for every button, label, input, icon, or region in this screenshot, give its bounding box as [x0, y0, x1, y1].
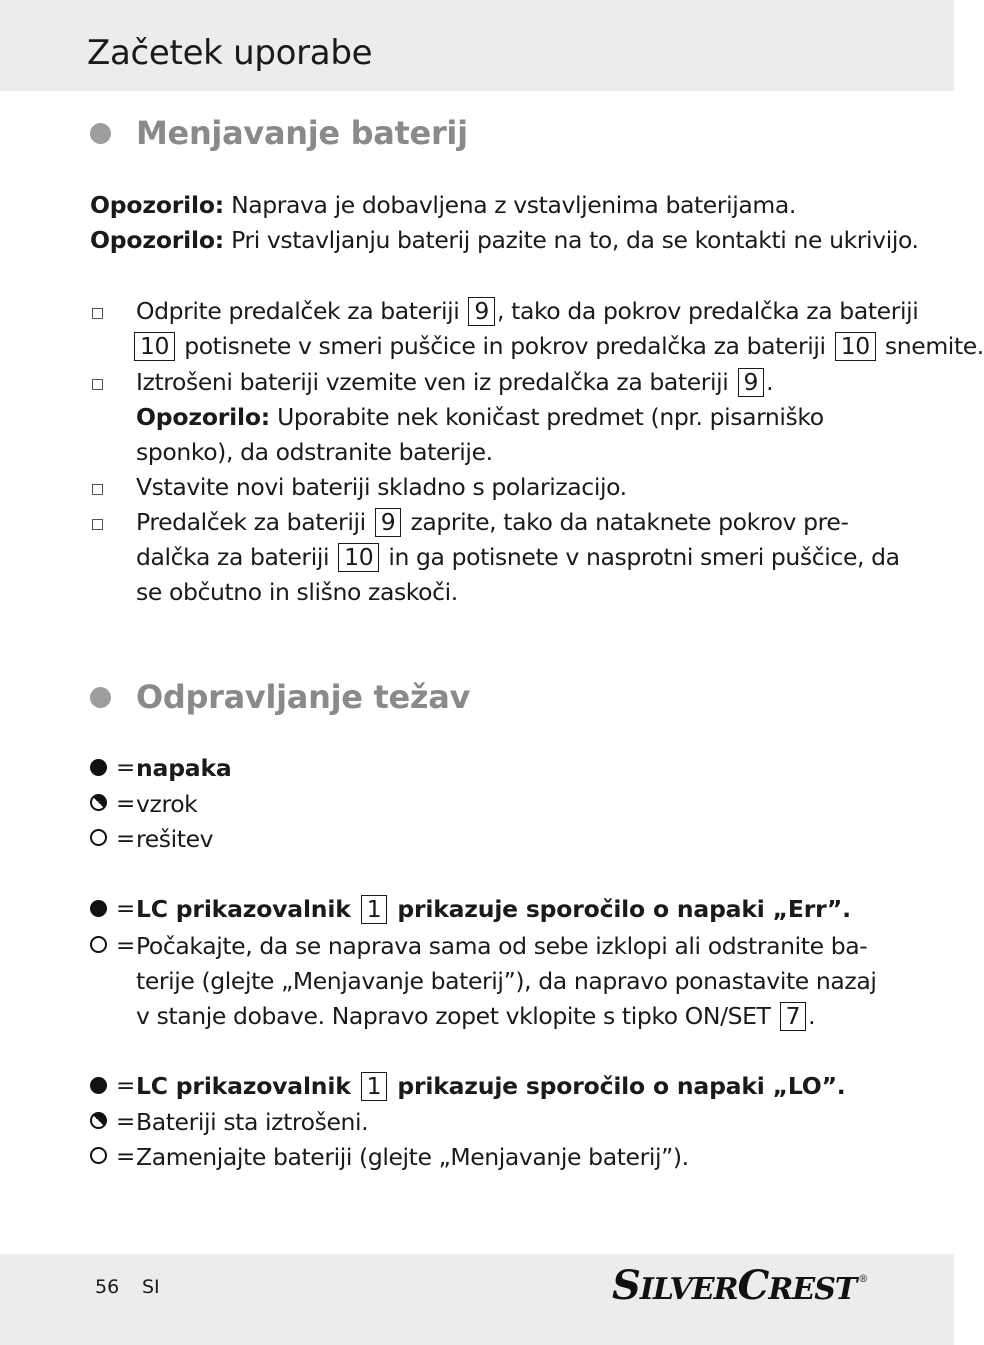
error-text: LC prikazovalnik: [136, 1072, 351, 1100]
part-ref-1: 1: [361, 1072, 388, 1101]
error-text: LC prikazovalnik: [136, 895, 351, 923]
solution-text: .: [808, 1002, 816, 1030]
step-2-line-1: [136, 365, 773, 400]
step-1-line-2: [134, 329, 984, 364]
page-title: Začetek uporabe: [87, 33, 373, 73]
note-text: Naprava je dobavljena z vstavljenima baterijama.: [231, 191, 796, 219]
error-text: prikazuje sporočilo o napaki „Err”.: [397, 895, 851, 923]
legend-cause-label: vzrok: [136, 790, 198, 818]
part-ref-9: 9: [375, 508, 402, 537]
silvercrest-logo: [612, 1262, 868, 1309]
step-checkbox-icon: [92, 519, 103, 530]
equals-sign: =: [116, 933, 136, 959]
part-ref-9: 9: [468, 297, 495, 326]
note-label: Opozorilo:: [90, 226, 225, 254]
note-label: Opozorilo:: [136, 403, 271, 431]
registered-mark: ®: [858, 1274, 868, 1285]
equals-sign: =: [116, 791, 136, 817]
logo-letter: C: [737, 1262, 769, 1309]
note-text: Pri vstavljanju baterij pazite na to, da se kontakti ne ukrivijo.: [231, 226, 919, 254]
note-text: Uporabite nek koničast predmet (npr. pisarniško: [277, 403, 824, 431]
note-1: [90, 188, 796, 223]
cause-symbol-icon: [90, 794, 107, 811]
error-text: prikazuje sporočilo o napaki „LO”.: [397, 1072, 846, 1100]
section-bullet-icon: [90, 123, 111, 144]
equals-sign: =: [116, 1144, 136, 1170]
problem-1-solution-line-1: Počakajte, da se naprava sama od sebe izklopi ali odstranite ba-: [136, 932, 868, 960]
step-text: potisnete v smeri puščice in pokrov predalčka za bateriji: [184, 332, 826, 360]
problem-1-solution-line-2: terije (glejte „Menjavanje baterij”), da napravo ponastavite nazaj: [136, 967, 877, 995]
step-text: Odprite predalček za bateriji: [136, 297, 460, 325]
equals-sign: =: [116, 755, 136, 781]
step-2-note-line-2: sponko), da odstranite baterije.: [136, 438, 493, 466]
note-label: Opozorilo:: [90, 191, 225, 219]
logo-letters: REST: [768, 1272, 857, 1307]
part-ref-1: 1: [361, 895, 388, 924]
part-ref-10: 10: [835, 332, 876, 361]
legend-solution-label: rešitev: [136, 825, 214, 853]
equals-sign: =: [116, 896, 136, 922]
solution-text: v stanje dobave. Napravo zopet vklopite s tipko ON/SET: [136, 1002, 771, 1030]
step-text: zaprite, tako da nataknete pokrov pre-: [410, 508, 849, 536]
part-ref-9: 9: [738, 368, 765, 397]
note-2: [90, 223, 919, 258]
problem-2-cause: Bateriji sta iztrošeni.: [136, 1108, 369, 1136]
step-text: Iztrošeni bateriji vzemite ven iz predalčka za bateriji: [136, 368, 729, 396]
step-text: Predalček za bateriji: [136, 508, 366, 536]
part-ref-10: 10: [134, 332, 175, 361]
step-4-line-1: [136, 505, 849, 540]
step-3-line-1: Vstavite novi bateriji skladno s polarizacijo.: [136, 473, 627, 501]
step-1-line-1: [136, 294, 918, 329]
legend-error-label: napaka: [136, 754, 232, 782]
equals-sign: =: [116, 1109, 136, 1135]
error-symbol-icon: [90, 759, 107, 776]
cause-symbol-icon: [90, 1112, 107, 1129]
step-checkbox-icon: [92, 379, 103, 390]
step-text: , tako da pokrov predalčka za bateriji: [496, 297, 919, 325]
step-text: in ga potisnete v nasprotni smeri puščice, da: [388, 543, 900, 571]
language-code: SI: [142, 1276, 160, 1298]
problem-2-solution: Zamenjajte bateriji (glejte „Menjavanje baterij”).: [136, 1143, 689, 1171]
step-text: dalčka za bateriji: [136, 543, 330, 571]
error-symbol-icon: [90, 900, 107, 917]
section-bullet-icon: [90, 687, 111, 708]
error-symbol-icon: [90, 1077, 107, 1094]
logo-letters: ILVER: [639, 1272, 738, 1307]
part-ref-10: 10: [338, 543, 379, 572]
equals-sign: =: [116, 826, 136, 852]
step-checkbox-icon: [92, 484, 103, 495]
equals-sign: =: [116, 1073, 136, 1099]
logo-letter: S: [612, 1262, 640, 1309]
section-heading-text: Menjavanje baterij: [136, 114, 468, 152]
solution-symbol-icon: [90, 1147, 107, 1164]
problem-2-error: [136, 1069, 846, 1104]
section-heading-batteries: [90, 113, 468, 153]
step-4-line-2: [136, 540, 900, 575]
problem-1-error: [136, 892, 851, 927]
step-checkbox-icon: [92, 308, 103, 319]
step-4-line-3: se občutno in slišno zaskoči.: [136, 578, 458, 606]
part-ref-7: 7: [780, 1002, 807, 1031]
section-heading-text: Odpravljanje težav: [136, 678, 471, 716]
solution-symbol-icon: [90, 829, 107, 846]
section-heading-troubleshooting: [90, 677, 470, 717]
step-text: snemite.: [884, 332, 984, 360]
step-2-note-line-1: [136, 400, 824, 435]
page-number: 56: [95, 1276, 120, 1298]
problem-1-solution-line-3: [136, 999, 815, 1034]
step-text: .: [766, 368, 774, 396]
solution-symbol-icon: [90, 936, 107, 953]
